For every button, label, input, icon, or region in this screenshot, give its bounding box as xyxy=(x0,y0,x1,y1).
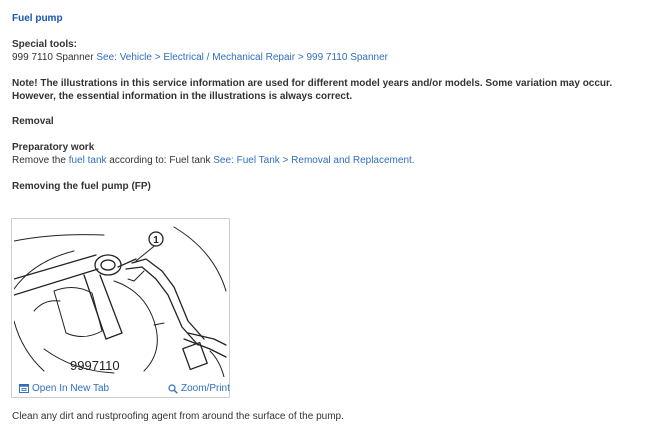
tool-text: 999 7110 Spanner xyxy=(12,52,94,63)
figure-toolbar xyxy=(12,379,229,397)
removing-fuel-pump-heading: Removing the fuel pump (FP) xyxy=(12,181,151,192)
zoom-print-label: Zoom/Print xyxy=(181,383,230,394)
removal-heading: Removal xyxy=(12,116,54,127)
tool-see-link[interactable]: See: Vehicle > Electrical / Mechanical Repair > 999 7110 Spanner xyxy=(96,52,389,63)
fuel-pump-spanner-illustration[interactable] xyxy=(14,221,227,377)
page-title: Fuel pump xyxy=(12,13,63,24)
open-in-new-tab-label: Open In New Tab xyxy=(32,383,110,394)
note-paragraph: Note! The illustrations in this service information are used for different model years and/or models. Some variation may occur. However, the essential information in the illustrations is always correct. xyxy=(12,78,613,102)
special-tools-line xyxy=(12,52,388,63)
preparatory-work-heading: Preparatory work xyxy=(12,142,95,153)
prep-text-1: Remove the xyxy=(12,155,66,166)
tool-number-label: 9997110 xyxy=(70,358,120,373)
fuel-tank-link[interactable]: fuel tank xyxy=(68,155,107,166)
fuel-tank-see-link[interactable]: See: Fuel Tank > Removal and Replacement. xyxy=(213,155,415,166)
zoom-print-button[interactable] xyxy=(168,383,230,394)
figure-container xyxy=(11,218,230,398)
callout-number: 1 xyxy=(153,235,159,246)
prep-text-2: according to: Fuel tank xyxy=(109,155,211,166)
illustration-svg xyxy=(14,221,227,377)
magnifier-icon xyxy=(168,384,178,394)
preparatory-work-line xyxy=(12,155,415,166)
special-tools-label: Special tools: xyxy=(12,39,78,50)
open-tab-icon xyxy=(19,384,29,393)
open-in-new-tab-button[interactable] xyxy=(19,383,109,394)
instruction-text: Clean any dirt and rustproofing agent from around the surface of the pump. xyxy=(12,411,344,422)
